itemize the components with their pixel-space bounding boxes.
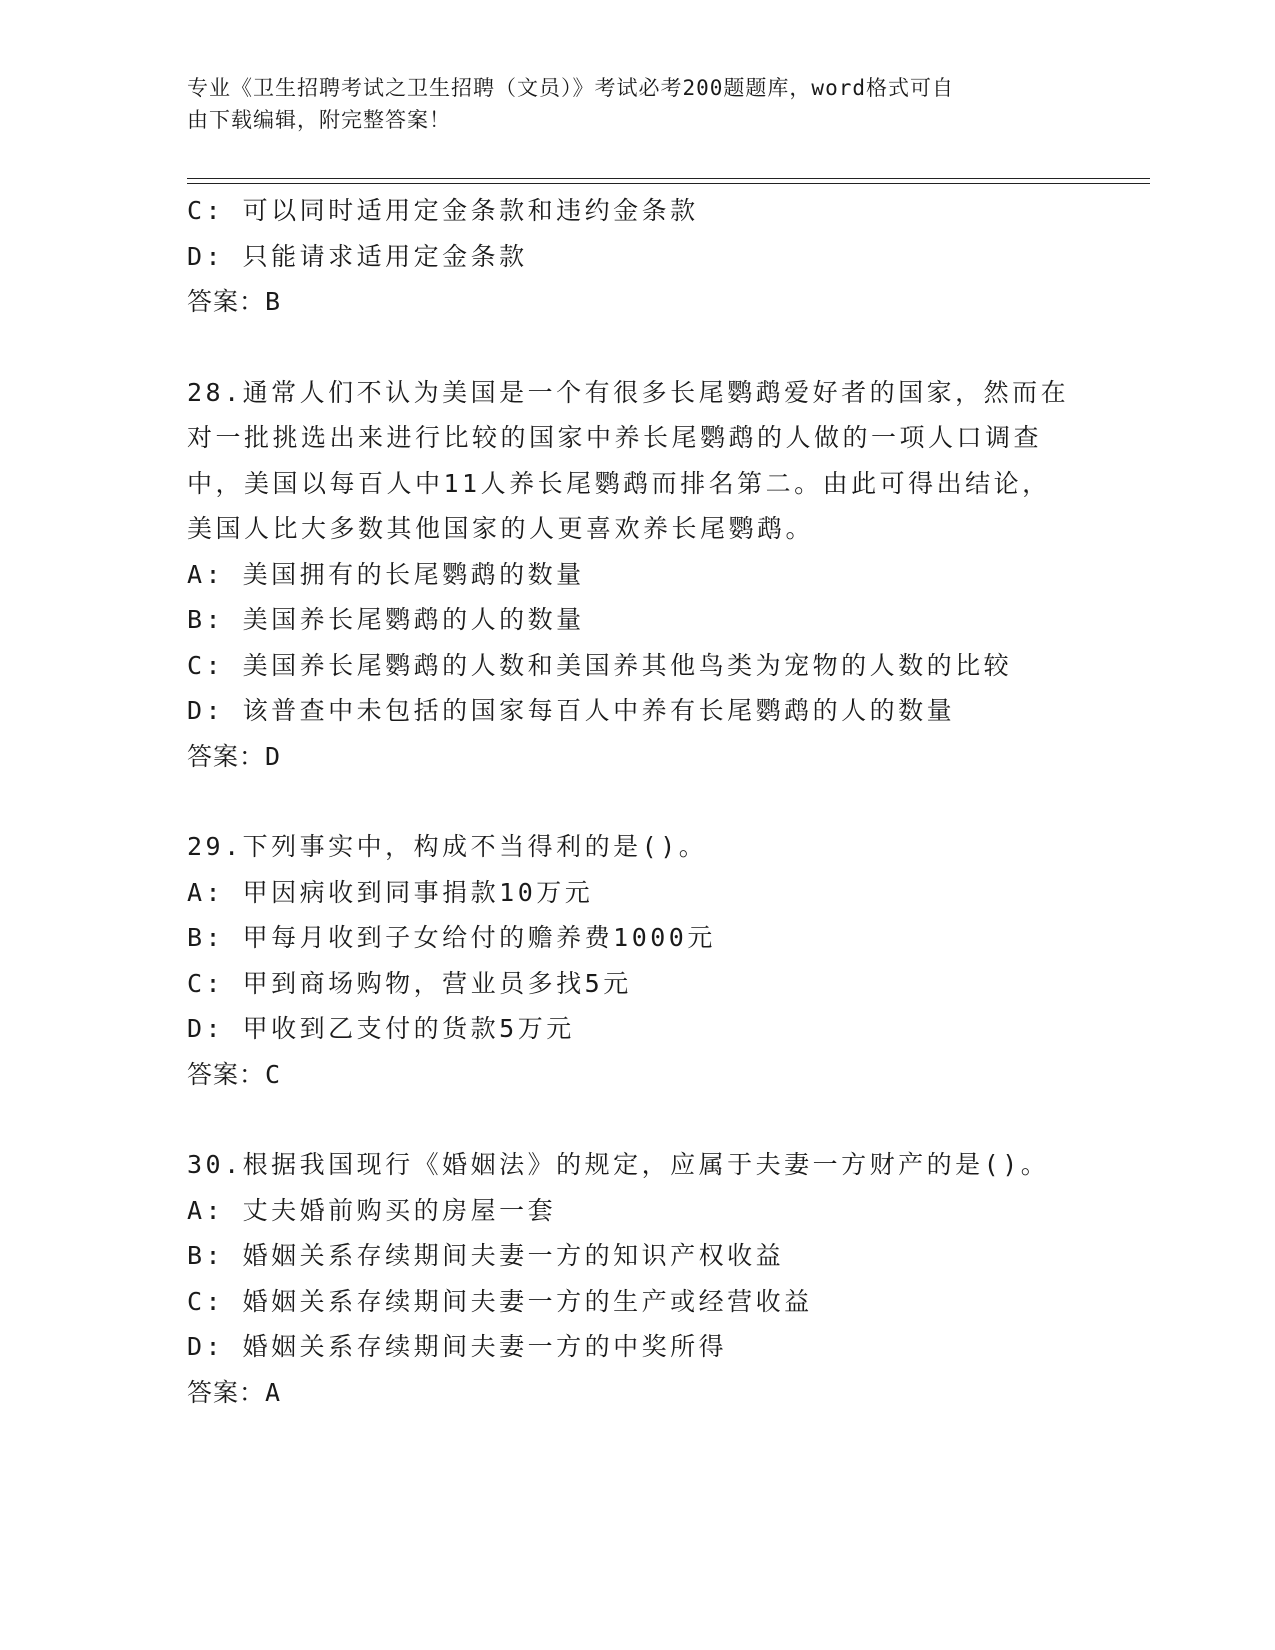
question-text: 30.根据我国现行《婚姻法》的规定，应属于夫妻一方财产的是()。 [187,1150,1050,1179]
answer: 答案：A [187,1377,282,1407]
option-c: C: 可以同时适用定金条款和违约金条款 [187,196,699,225]
question-text: 28.通常人们不认为美国是一个有很多长尾鹦鹉爱好者的国家，然而在 [187,377,1070,407]
option-d: D: 只能请求适用定金条款 [187,241,528,271]
header-line: 专业《卫生招聘考试之卫生招聘（文员）》考试必考200题题库，word格式可自 [187,76,954,100]
answer: 答案：C [187,1059,282,1089]
answer: 答案：D [187,741,282,771]
option-b: B: 婚姻关系存续期间夫妻一方的知识产权收益 [187,1241,785,1270]
question-27-tail [187,188,1087,325]
question-text: 美国人比大多数其他国家的人更喜欢养长尾鹦鹉。 [187,514,815,543]
header-divider [187,183,1150,184]
option-b: B: 美国养长尾鹦鹉的人的数量 [187,605,585,634]
option-b: B: 甲每月收到子女给付的赡养费1000元 [187,923,716,952]
header-line: 由下载编辑，附完整答案！ [187,108,451,132]
option-d: D: 婚姻关系存续期间夫妻一方的中奖所得 [187,1332,728,1361]
header-divider [187,178,1150,179]
question-28 [187,370,1087,780]
option-c: C: 甲到商场购物，营业员多找5元 [187,968,632,998]
option-c: C: 美国养长尾鹦鹉的人数和美国养其他鸟类为宠物的人数的比较 [187,650,1013,680]
question-29 [187,824,1087,1097]
option-c: C: 婚姻关系存续期间夫妻一方的生产或经营收益 [187,1286,813,1316]
option-a: A: 丈夫婚前购买的房屋一套 [187,1195,557,1225]
option-a: A: 美国拥有的长尾鹦鹉的数量 [187,559,585,589]
answer: 答案：B [187,287,282,316]
question-text: 29.下列事实中，构成不当得利的是()。 [187,832,708,861]
document-body [187,188,1087,1415]
question-30 [187,1142,1087,1415]
question-text: 对一批挑选出来进行比较的国家中养长尾鹦鹉的人做的一项人口调查 [187,423,1043,452]
question-text: 中，美国以每百人中11人养长尾鹦鹉而排名第二。由此可得出结论， [187,468,1051,498]
document-header [187,72,1077,136]
option-d: D: 甲收到乙支付的货款5万元 [187,1014,575,1043]
option-a: A: 甲因病收到同事捐款10万元 [187,877,594,907]
option-d: D: 该普查中未包括的国家每百人中养有长尾鹦鹉的人的数量 [187,696,956,725]
